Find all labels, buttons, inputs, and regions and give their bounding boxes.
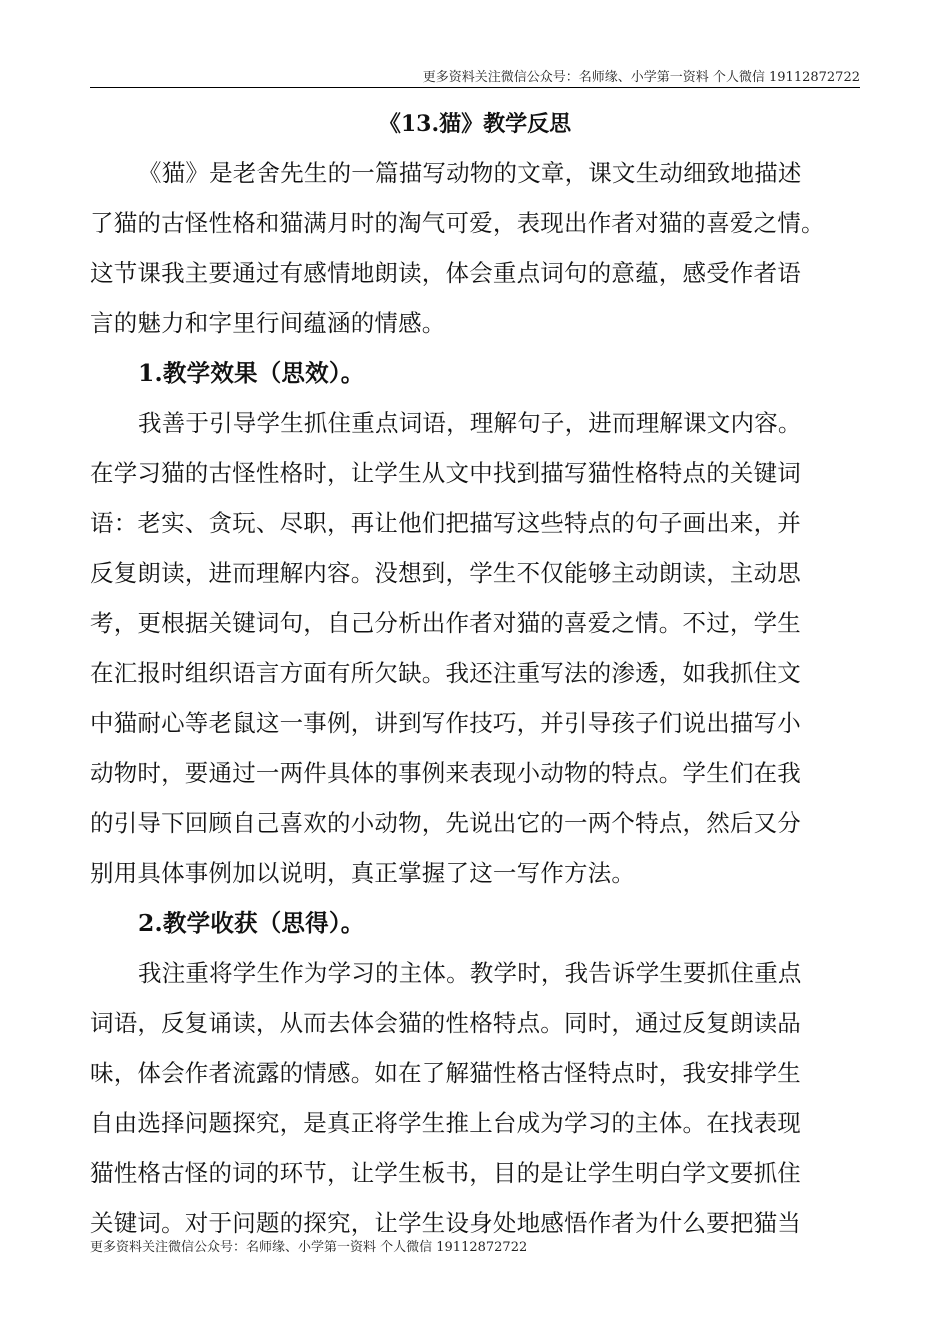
- section-heading-1: 1.教学效果（思效）。: [138, 359, 365, 387]
- section-heading-2: 2.教学收获（思得）。: [138, 909, 365, 937]
- page-header: 更多资料关注微信公众号：名师缘、小学第一资料 个人微信 19112872722: [422, 70, 860, 85]
- paragraph-line: 关键词。对于问题的探究，让学生设身处地感悟作者为什么要把猫当: [90, 1209, 801, 1237]
- document-body: [90, 148, 880, 1248]
- paragraph-line: 在学习猫的古怪性格时，让学生从文中找到描写猫性格特点的关键词: [90, 459, 801, 487]
- paragraph-line: 别用具体事例加以说明，真正掌握了这一写作方法。: [90, 859, 636, 887]
- paragraph-line: 在汇报时组织语言方面有所欠缺。我还注重写法的渗透，如我抓住文: [90, 659, 801, 687]
- page-footer: 更多资料关注微信公众号：名师缘、小学第一资料 个人微信 19112872722: [90, 1240, 528, 1255]
- paragraph-line: 言的魅力和字里行间蕴涵的情感。: [90, 309, 446, 337]
- document-title: 《13.猫》教学反思: [378, 111, 572, 137]
- paragraph-line: 我注重将学生作为学习的主体。教学时，我告诉学生要抓住重点: [138, 959, 802, 987]
- paragraph-line: 语：老实、贪玩、尽职，再让他们把描写这些特点的句子画出来，并: [90, 509, 801, 537]
- paragraph-line: 猫性格古怪的词的环节，让学生板书，目的是让学生明白学文要抓住: [90, 1159, 801, 1187]
- paragraph-line: 词语，反复诵读，从而去体会猫的性格特点。同时，通过反复朗读品: [90, 1009, 801, 1037]
- paragraph-line: 味，体会作者流露的情感。如在了解猫性格古怪特点时，我安排学生: [90, 1059, 801, 1087]
- paragraph-line: 自由选择问题探究，是真正将学生推上台成为学习的主体。在找表现: [90, 1109, 801, 1137]
- paragraph-line: 反复朗读，进而理解内容。没想到，学生不仅能够主动朗读，主动思: [90, 559, 801, 587]
- paragraph-line: 中猫耐心等老鼠这一事例，讲到写作技巧，并引导孩子们说出描写小: [90, 709, 801, 737]
- paragraph-line: 《猫》是老舍先生的一篇描写动物的文章，课文生动细致地描述: [138, 159, 802, 187]
- paragraph-line: 这节课我主要通过有感情地朗读，体会重点词句的意蕴，感受作者语: [90, 259, 801, 287]
- paragraph-line: 我善于引导学生抓住重点词语，理解句子，进而理解课文内容。: [138, 409, 802, 437]
- paragraph-line: 的引导下回顾自己喜欢的小动物，先说出它的一两个特点，然后又分: [90, 809, 801, 837]
- paragraph-line: 考，更根据关键词句，自己分析出作者对猫的喜爱之情。不过，学生: [90, 609, 801, 637]
- header-divider: [90, 87, 860, 88]
- paragraph-line: 动物时，要通过一两件具体的事例来表现小动物的特点。学生们在我: [90, 759, 801, 787]
- paragraph-line: 了猫的古怪性格和猫满月时的淘气可爱，表现出作者对猫的喜爱之情。: [90, 209, 825, 237]
